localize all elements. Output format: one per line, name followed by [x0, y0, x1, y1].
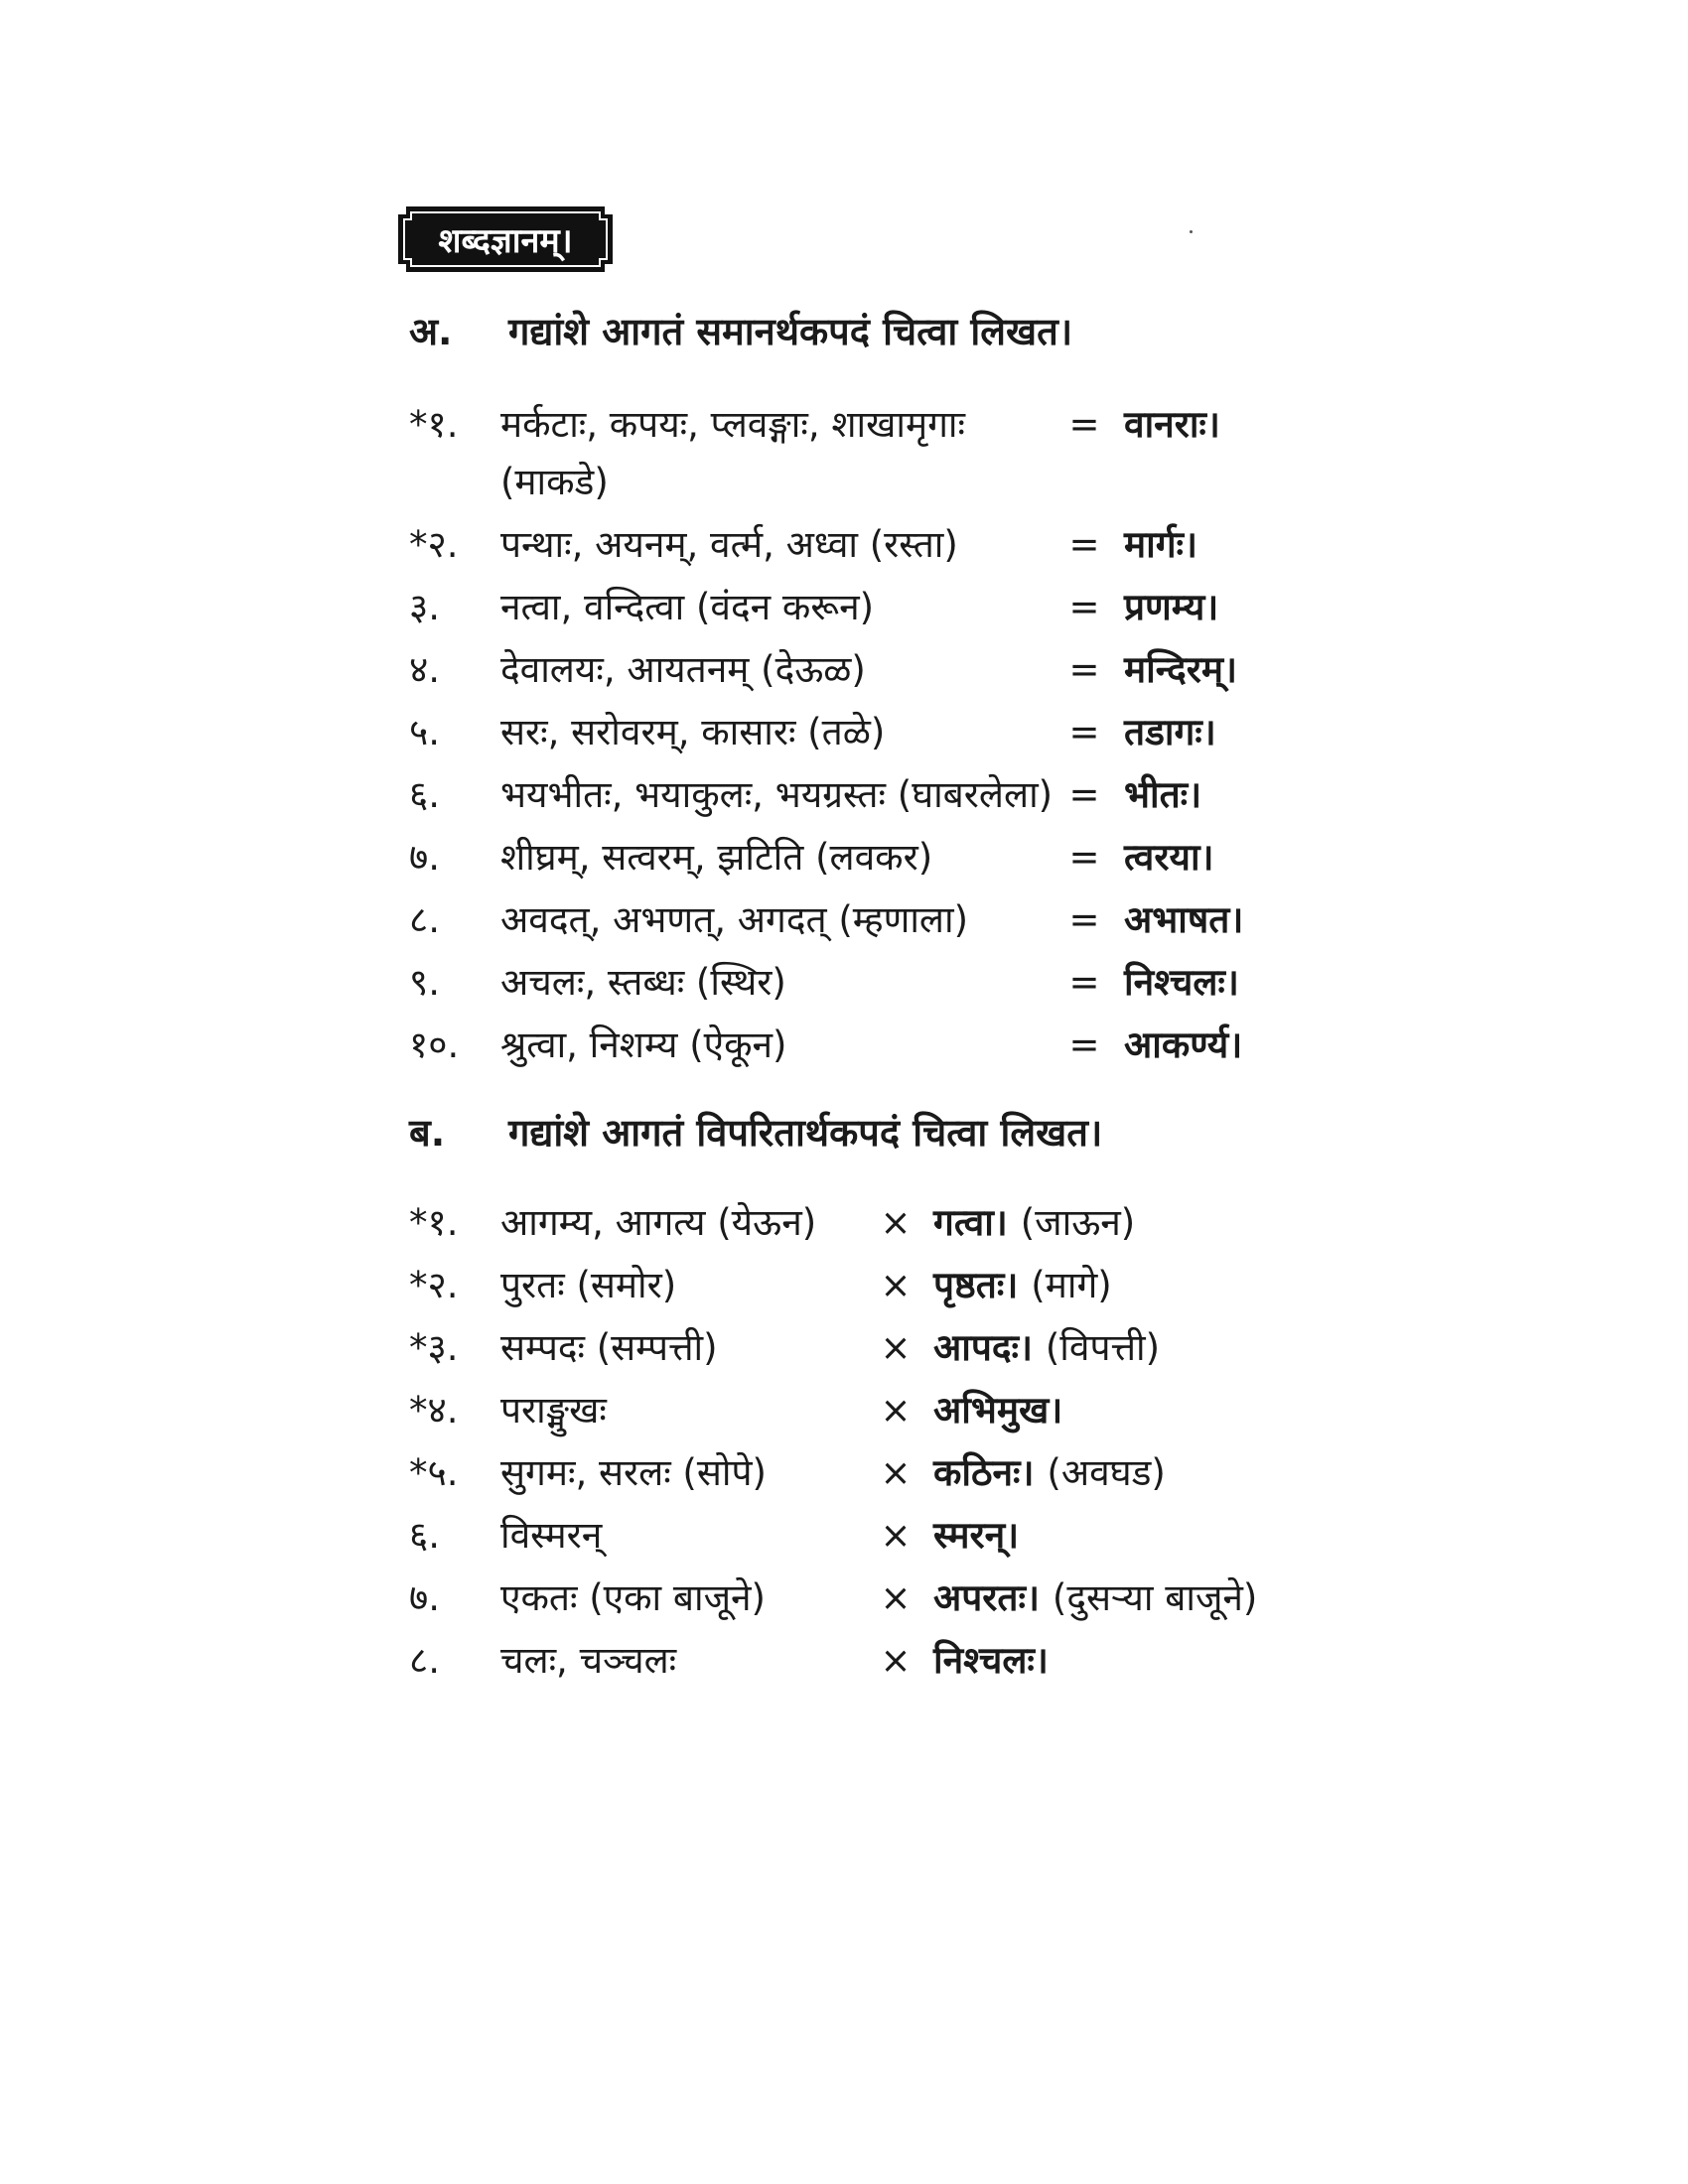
row-number: *५. [409, 1451, 459, 1494]
answer-meaning: (जाऊन) [1020, 1201, 1136, 1244]
row-words: श्रुत्वा, निशम्य (ऐकून) [500, 1024, 787, 1066]
row-number: *३. [409, 1326, 459, 1369]
row-number: ८. [409, 1639, 441, 1682]
row-number: *२. [409, 523, 459, 566]
row-answer: प्रणम्य। [1124, 586, 1219, 628]
row-answer: वानराः। [1124, 403, 1220, 446]
row-number: *२. [409, 1264, 459, 1306]
row-answer: आकर्ण्य। [1124, 1024, 1243, 1066]
row-answer: त्वरया। [1124, 836, 1214, 879]
answer-meaning: (अवघड) [1047, 1451, 1166, 1494]
row-words: शीघ्रम्, सत्वरम्, झटिति (लवकर) [500, 836, 933, 879]
equals-sign: = [1068, 403, 1100, 446]
row-answer: तडागः। [1124, 711, 1216, 753]
cross-sign: × [880, 1326, 912, 1369]
row-words: चलः, चञ्चलः [500, 1639, 677, 1682]
row-number: *४. [409, 1389, 459, 1432]
row-number: १०. [409, 1024, 460, 1066]
row-words: अचलः, स्तब्धः (स्थिर) [500, 961, 786, 1004]
row-number: ५. [409, 711, 441, 753]
row-answer: अपरतः। (दुसऱ्या बाजूने) [933, 1576, 1258, 1619]
row-number: ८. [409, 898, 441, 941]
equals-sign: = [1068, 523, 1100, 566]
section-b-heading [409, 1102, 1102, 1161]
section-a-label: अ. [409, 310, 453, 353]
row-words: पन्थाः, अयनम्, वर्त्म, अध्वा (रस्ता) [500, 523, 958, 566]
row-words: भयभीतः, भयाकुलः, भयग्रस्तः (घाबरलेला) [500, 773, 1054, 816]
row-number: ६. [409, 1514, 441, 1557]
row-answer: निश्चलः। [933, 1639, 1049, 1682]
row-number: ४. [409, 648, 441, 691]
row-words: अवदत्, अभणत्, अगदत् (म्हणाला) [500, 898, 969, 941]
row-answer: निश्चलः। [1124, 961, 1239, 1004]
row-answer: भीतः। [1124, 773, 1202, 816]
stray-dot [1190, 230, 1193, 233]
row-number: *१. [409, 403, 459, 446]
row-answer: अभिमुख। [933, 1389, 1063, 1432]
row-number: *१. [409, 1201, 459, 1244]
cross-sign: × [880, 1389, 912, 1432]
row-answer: मन्दिरम्। [1124, 648, 1238, 691]
row-words: पुरतः (समोर) [500, 1264, 677, 1306]
cross-sign: × [880, 1639, 912, 1682]
row-number: ७. [409, 836, 441, 879]
equals-sign: = [1068, 898, 1100, 941]
row-number: ६. [409, 773, 441, 816]
row-words: सरः, सरोवरम्, कासारः (तळे) [500, 711, 886, 753]
cross-sign: × [880, 1514, 912, 1557]
section-b-instruction: गद्यांशे आगतं विपरितार्थकपदं चित्वा लिखत। [508, 1111, 1103, 1155]
row-words-meaning: (माकडे) [500, 461, 609, 503]
answer-meaning: (मागे) [1031, 1264, 1112, 1306]
row-answer: मार्गः। [1124, 523, 1198, 566]
equals-sign: = [1068, 648, 1100, 691]
row-words: देवालयः, आयतनम् (देऊळ) [500, 648, 866, 691]
row-words: सम्पदः (सम्पत्ती) [500, 1326, 718, 1369]
row-answer: गत्वा। (जाऊन) [933, 1201, 1136, 1244]
equals-sign: = [1068, 1024, 1100, 1066]
row-answer: आपदः। (विपत्ती) [933, 1326, 1161, 1369]
row-words: सुगमः, सरलः (सोपे) [500, 1451, 767, 1494]
row-words: मर्कटाः, कपयः, प्लवङ्गाः, शाखामृगाः [500, 403, 965, 446]
row-number: ७. [409, 1576, 441, 1619]
title-badge [397, 205, 614, 273]
row-words: विस्मरन् [500, 1514, 603, 1557]
row-answer: कठिनः। (अवघड) [933, 1451, 1166, 1494]
row-number: ३. [409, 586, 441, 628]
page-title: शब्दज्ञानम्। [438, 221, 573, 261]
answer-meaning: (दुसऱ्या बाजूने) [1052, 1576, 1258, 1619]
equals-sign: = [1068, 836, 1100, 879]
cross-sign: × [880, 1264, 912, 1306]
equals-sign: = [1068, 773, 1100, 816]
row-number: ९. [409, 961, 441, 1004]
row-words: एकतः (एका बाजूने) [500, 1576, 766, 1619]
section-a-heading [409, 301, 1072, 360]
row-answer: स्मरन्। [933, 1514, 1020, 1557]
row-words: आगम्य, आगत्य (येऊन) [500, 1201, 817, 1244]
equals-sign: = [1068, 711, 1100, 753]
section-a-instruction: गद्यांशे आगतं समानर्थकपदं चित्वा लिखत। [508, 310, 1073, 353]
equals-sign: = [1068, 961, 1100, 1004]
equals-sign: = [1068, 586, 1100, 628]
cross-sign: × [880, 1451, 912, 1494]
row-words: नत्वा, वन्दित्वा (वंदन करून) [500, 586, 875, 628]
row-answer: अभाषत। [1124, 898, 1244, 941]
row-answer: पृष्ठतः। (मागे) [933, 1264, 1112, 1306]
cross-sign: × [880, 1201, 912, 1244]
cross-sign: × [880, 1576, 912, 1619]
answer-meaning: (विपत्ती) [1045, 1326, 1161, 1369]
row-words: पराङ्मुखः [500, 1389, 607, 1432]
section-b-label: ब. [409, 1111, 446, 1155]
